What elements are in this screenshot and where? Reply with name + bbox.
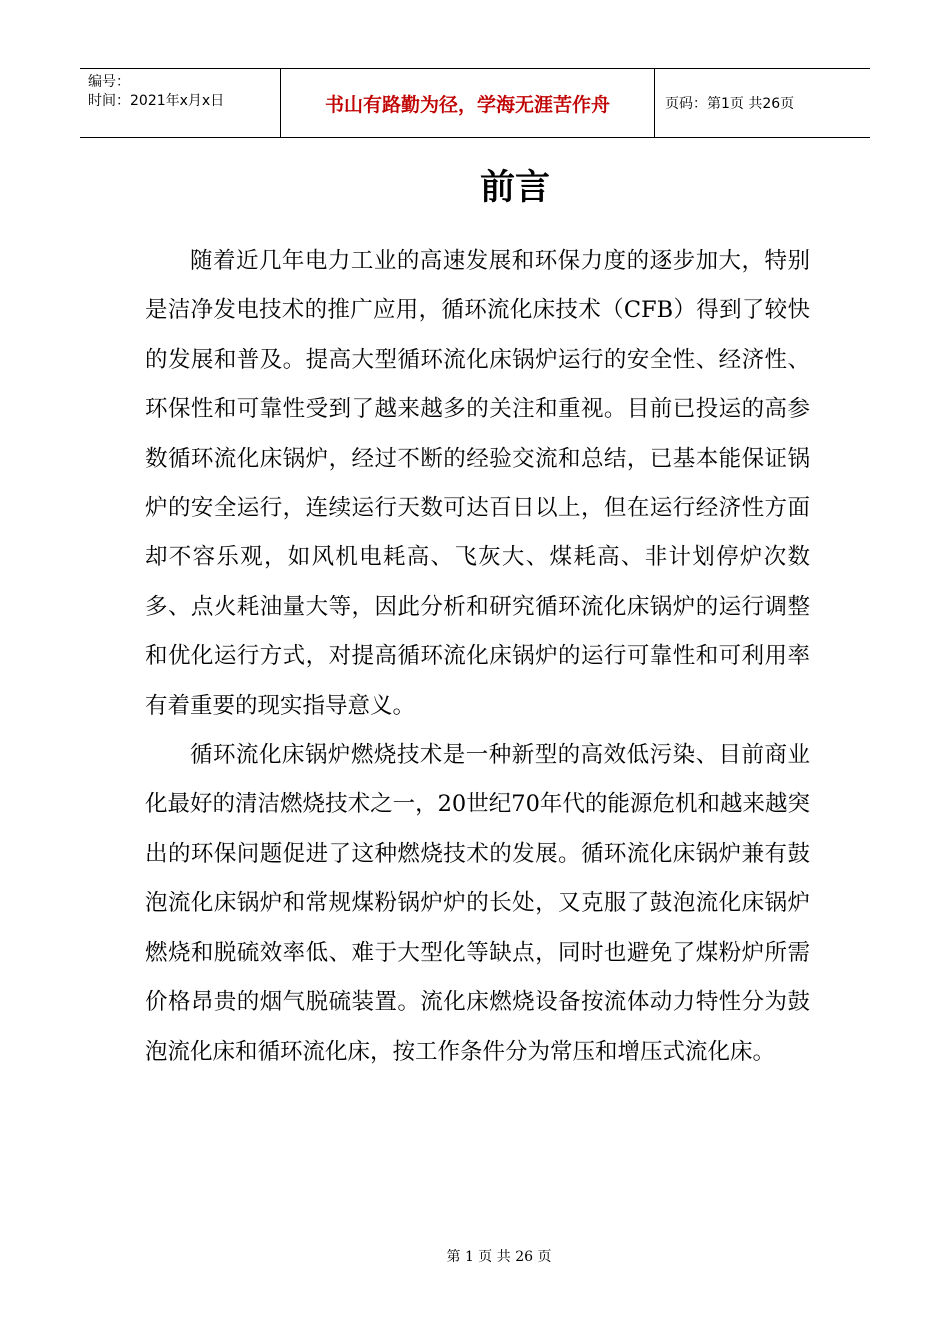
- header-table: [80, 68, 870, 138]
- body-text: [145, 237, 810, 1077]
- page-title: 前言: [479, 167, 550, 208]
- number-label: 编号：: [88, 74, 130, 90]
- page-footer: 第 1 页 共 26 页: [446, 1249, 552, 1265]
- motto: 书山有路勤为径，学海无涯苦作舟: [324, 93, 610, 116]
- paragraph: 随着近几年电力工业的高速发展和环保力度的逐步加大，特别是洁净发电技术的推广应用，循环流化床技术（CFB）得到了较快的发展和普及。提高大型循环流化床锅炉运行的安全性、经济性、环保性和可靠性受到了越来越多的关注和重视。目前已投运的高参数循环流化床锅炉，经过不断的经验交流和总结，已基本能保证锅炉的安全运行，连续运行天数可达百日以上，但在运行经济性方面却不容乐观，如风机电耗高、飞灰大、煤耗高、非计划停炉次数多、点火耗油量大等，因此分析和研究循环流化床锅炉的运行调整和优化运行方式，对提高循环流化床锅炉的运行可靠性和可利用率有着重要的现实指导意义。: [145, 248, 810, 719]
- header-motto-cell: [281, 69, 655, 137]
- paragraph: 循环流化床锅炉燃烧技术是一种新型的高效低污染、目前商业化最好的清洁燃烧技术之一，20世纪70年代的能源危机和越来越突出的环保问题促进了这种燃烧技术的发展。循环流化床锅炉兼有鼓泡流化床锅炉和常规煤粉锅炉炉的长处，又克服了鼓泡流化床锅炉燃烧和脱硫效率低、难于大型化等缺点，同时也避免了煤粉炉所需价格昂贵的烟气脱硫装置。流化床燃烧设备按流体动力特性分为鼓泡流化床和循环流化床，按工作条件分为常压和增压式流化床。: [145, 742, 810, 1065]
- header-page-cell: [655, 69, 870, 137]
- page-info: 页码：第1页 共26页: [665, 96, 795, 112]
- header-meta-cell: [80, 69, 281, 137]
- date-label: 时间：2021年x月x日: [88, 93, 225, 109]
